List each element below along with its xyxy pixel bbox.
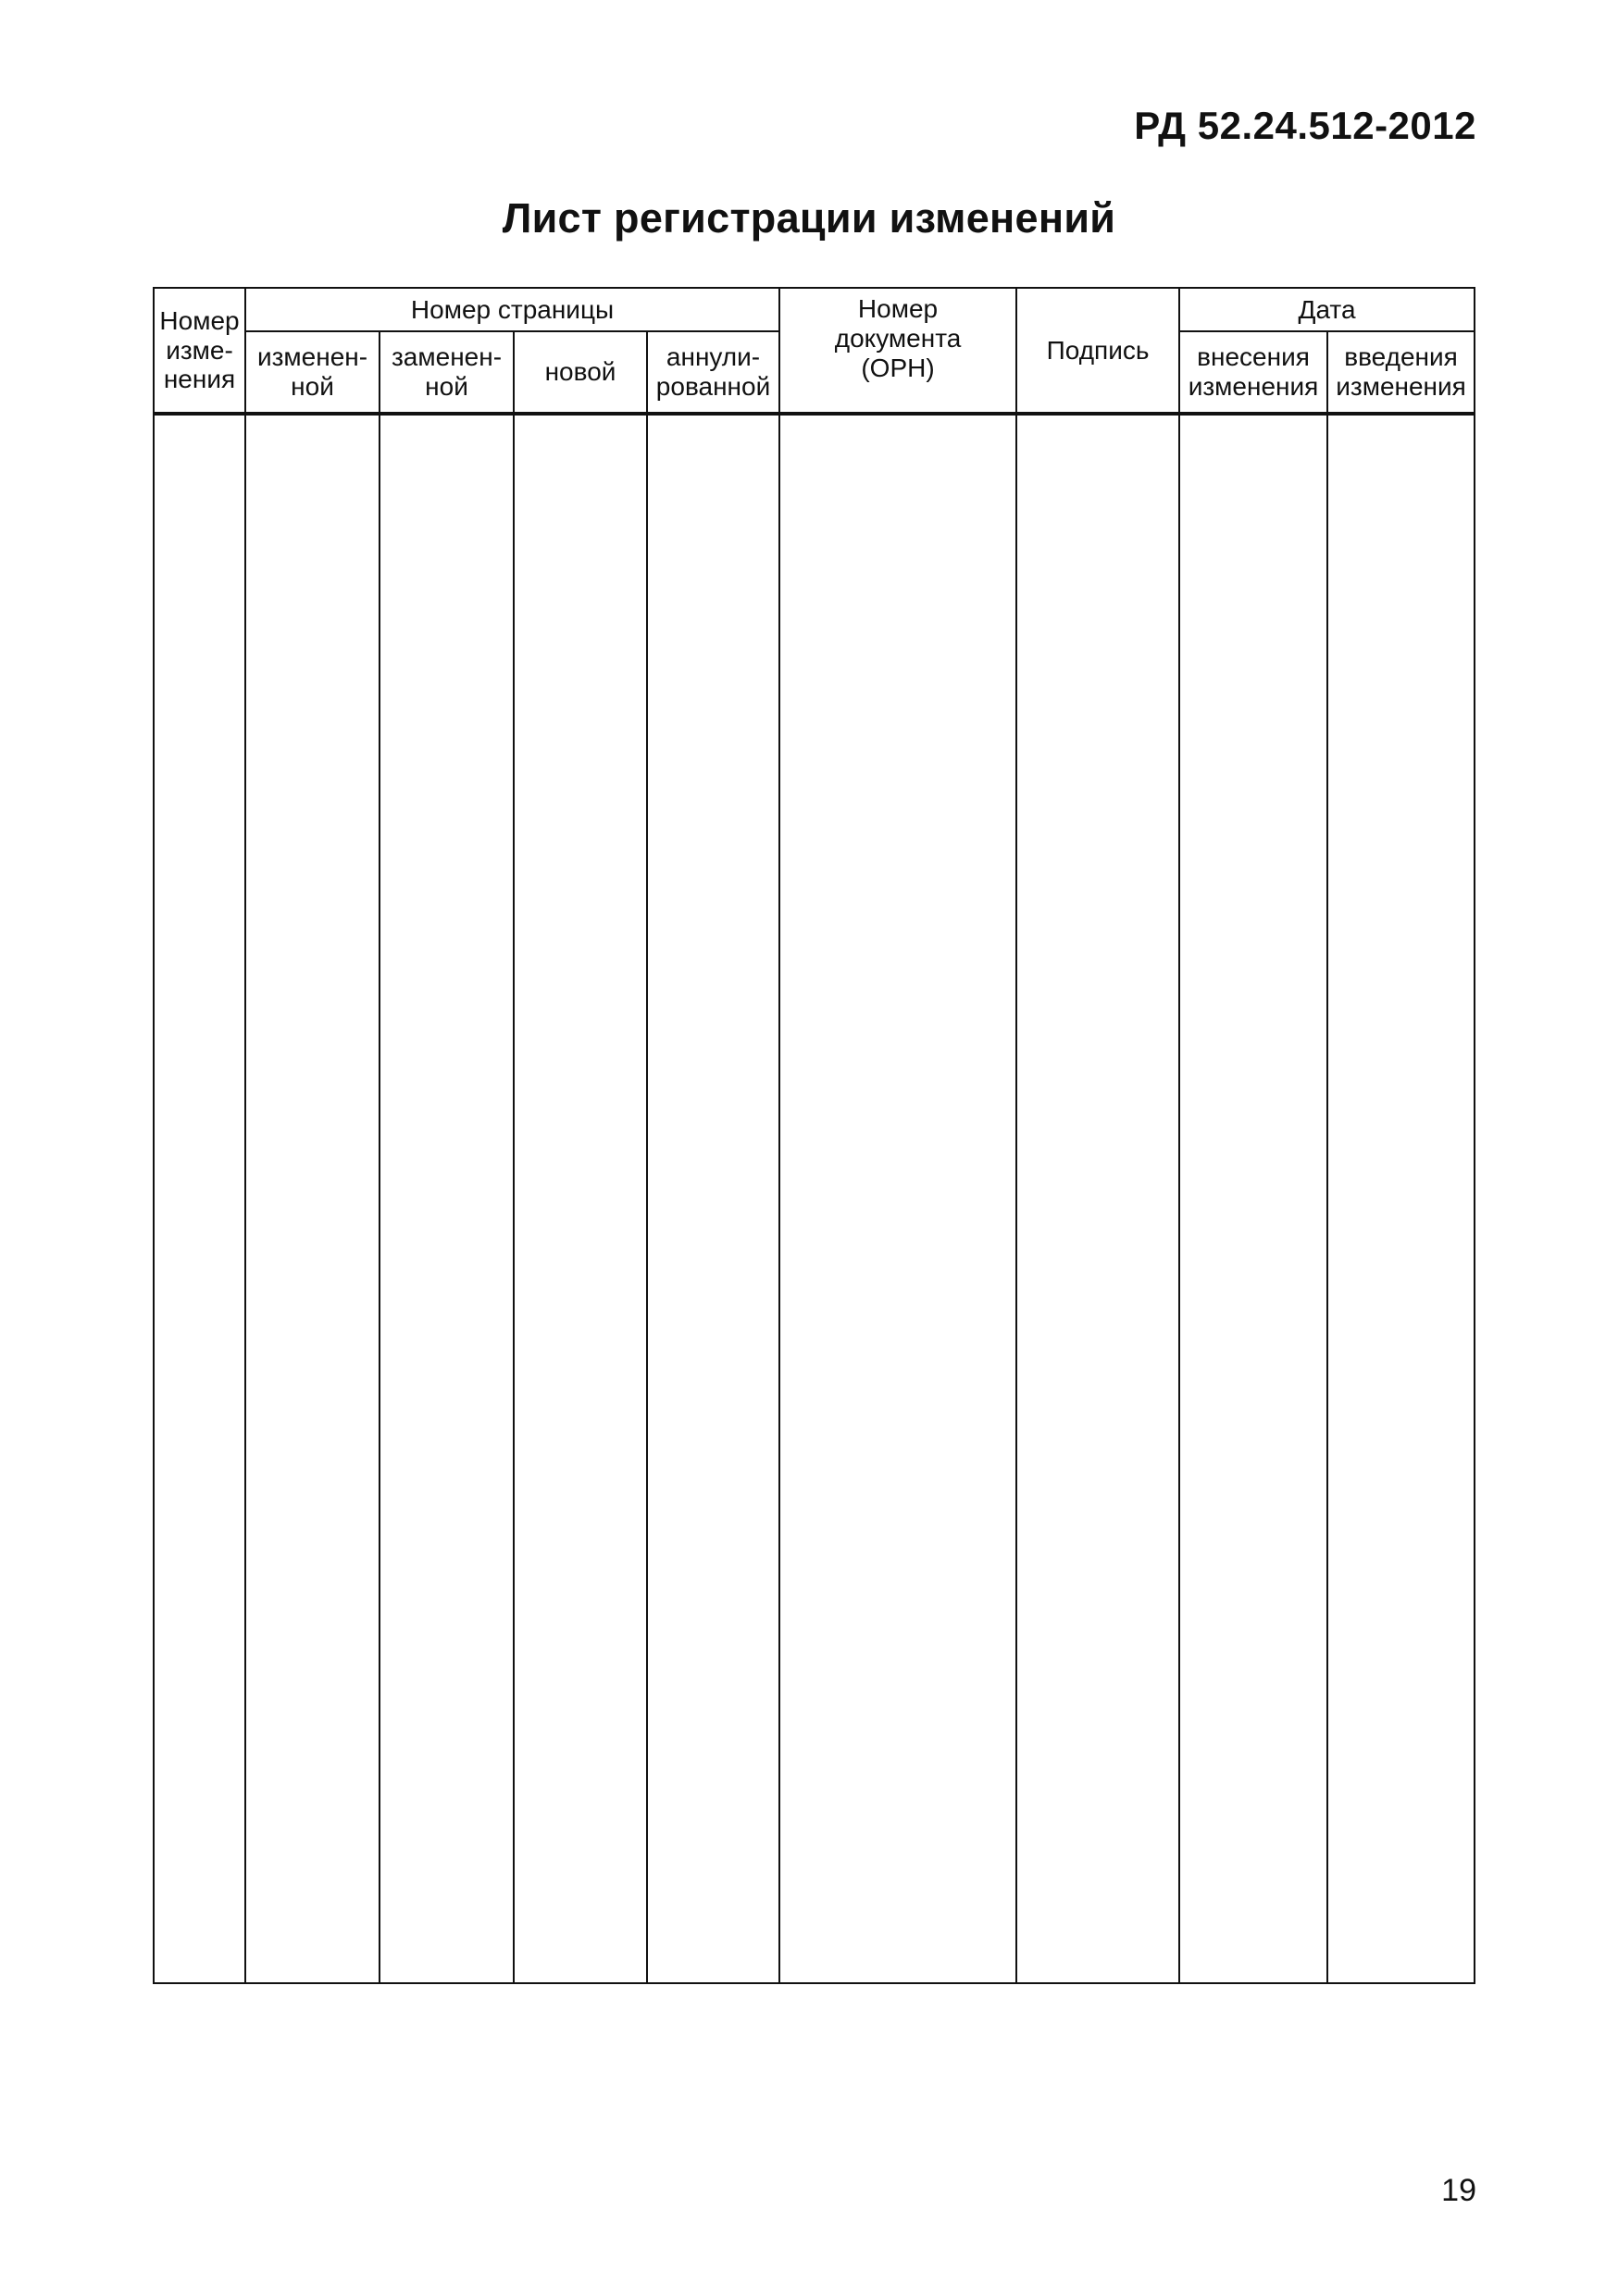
- header-changed-page: [245, 331, 380, 414]
- header-replaced-page-line-2: ной: [425, 372, 468, 401]
- header-changed-page-line-2: ной: [291, 372, 334, 401]
- cell-document-number: [779, 414, 1016, 1983]
- header-date-entry-line-1: внесения: [1197, 342, 1310, 372]
- header-date-group: Дата: [1179, 288, 1475, 331]
- cell-changed-page: [245, 414, 380, 1983]
- cell-change-number: [154, 414, 245, 1983]
- header-date-introduction-line-1: введения: [1344, 342, 1458, 372]
- header-annulled-page-line-2: рованной: [655, 372, 771, 401]
- cell-date-entry: [1179, 414, 1327, 1983]
- header-change-number-line-3: нения: [163, 365, 236, 394]
- header-date-introduction: [1327, 331, 1475, 414]
- header-document-number-line-1: Номер: [857, 294, 939, 323]
- header-document-number-line-2: документа: [834, 323, 962, 353]
- header-date-entry: [1179, 331, 1327, 414]
- cell-new-page: [514, 414, 647, 1983]
- header-new-page: новой: [514, 331, 647, 414]
- header-signature: Подпись: [1016, 288, 1179, 414]
- cell-replaced-page: [380, 414, 514, 1983]
- header-page-number-group: Номер страницы: [245, 288, 779, 331]
- cell-signature: [1016, 414, 1179, 1983]
- header-changed-page-line-1: изменен-: [256, 342, 368, 372]
- header-date-introduction-line-2: изменения: [1336, 372, 1466, 401]
- header-document-number-line-3: (ОРН): [861, 353, 935, 382]
- cell-annulled-page: [647, 414, 779, 1983]
- header-replaced-page: [380, 331, 514, 414]
- header-row-top: [154, 288, 1475, 331]
- header-date-entry-line-2: изменения: [1188, 372, 1319, 401]
- cell-date-introduction: [1327, 414, 1475, 1983]
- header-annulled-page: [647, 331, 779, 414]
- header-change-number-line-1: Номер: [159, 305, 240, 335]
- change-registration-table: [153, 287, 1474, 1984]
- page-title: Лист регистрации изменений: [502, 194, 1116, 242]
- header-document-number: [779, 288, 1016, 414]
- header-change-number-line-2: изме-: [166, 335, 233, 365]
- table-body-row: [154, 414, 1475, 1983]
- document-code: РД 52.24.512-2012: [1134, 104, 1476, 147]
- page-number: 19: [1441, 2173, 1476, 2208]
- header-replaced-page-line-1: заменен-: [391, 342, 503, 372]
- header-annulled-page-line-1: аннули-: [666, 342, 761, 372]
- header-change-number: [154, 288, 245, 414]
- registration-grid: [153, 287, 1475, 1984]
